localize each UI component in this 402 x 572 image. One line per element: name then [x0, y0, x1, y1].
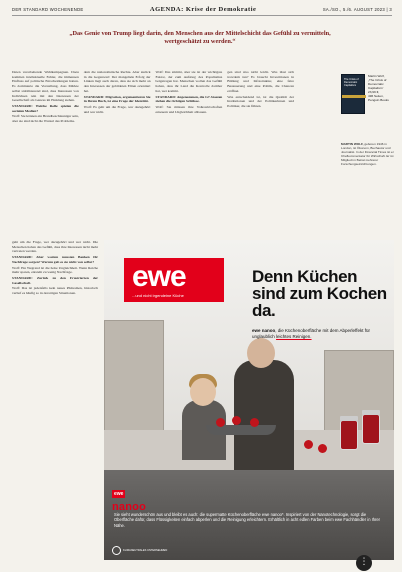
- globe-icon: [112, 546, 121, 555]
- question: STANDARD: Migration, argumentieren Sie in Ihrem Buch, ist eine Frage der Identität.: [83, 94, 151, 104]
- strawberry: [250, 418, 259, 427]
- question: STANDARD: Welche Rolle spielen die sozialen Medien?: [12, 103, 79, 113]
- book-price: 23,99 €,: [368, 90, 380, 94]
- ad-sub-highlight: leichtes Reinigen.: [276, 334, 312, 339]
- bio-text: geboren 1946 in London, ist Ökonom, Buchautor und Journalist. In der Financial Times ist er Chefkommentator für Wirtschaft. Er ist Mitglied im Beirat mehrerer Forschungseinrichtungen.: [341, 142, 394, 167]
- date-page: SA./SO., 5./6. AUGUST 2023 | 3: [322, 7, 392, 12]
- article-column-2: [84, 70, 151, 240]
- publication-name: DER STANDARD WOCHENENDE: [12, 7, 84, 12]
- article-columns: [12, 70, 294, 240]
- question: STANDARD: Zurück zu den Frustrierten der Gesellschaft.: [12, 275, 98, 285]
- product-section: [104, 470, 394, 560]
- ad-headline: Denn Küchen sind zum Kochen da.: [252, 267, 387, 320]
- paragraph: dern die nationalistische Rechte. Aber zurück in die Gegenwart: Der mangelnde Erfolg der Linken liegt auch daran, dass sie sich mehr an den Interessen der gebildeten Eliten orientiert hat.: [83, 70, 151, 93]
- ewe-logo: [124, 258, 224, 302]
- strawberry: [318, 444, 327, 453]
- adult-figure: [234, 360, 294, 470]
- ad-sub-middle: , die Küchenoberfläche mit dem Abperleffekt für unglaublich: [252, 328, 370, 339]
- jam-jar: [340, 420, 358, 450]
- page-header: [12, 4, 392, 16]
- product-brand: [112, 482, 146, 513]
- jam-jar: [362, 414, 380, 444]
- paragraph: Wolf: Ein Wegrand ist die hohe Ungleichheit. Wenn Reiche mehr sparen, entsteht zu wenig Nachfrage.: [12, 265, 98, 275]
- paragraph: Wolf: Sie können ein Brandbeschleuniger sein, aber sie sind nicht die Wurzel des Problems.: [12, 114, 79, 124]
- kitchen-cabinet: [104, 320, 164, 440]
- book-cover-band: [342, 95, 366, 98]
- paragraph: Wolf: Sie müssen ihre Volkswirtschaften erneuern und Ungleichheit abbauen.: [155, 104, 223, 114]
- logo-word: ewe: [132, 260, 186, 293]
- article-column-1: [12, 70, 79, 240]
- product-description: Sie sieht wunderschön aus und bleibt es auch: die supermatte Küchenoberfläche ewe nanoo*. Inspiriert von der Nanotechnologie, sorgt die Oberfläche dafür, dass Flüssigkeiten einfach abperlen und die Reinigung erleichtern. Erhältlich in acht edlen Farben beim ewe Fachhändler in Ihrer Nähe.: [114, 512, 381, 528]
- article-headline: „Das Genie von Trump liegt darin, den Menschen aus der Mittelschicht das Gefühl zu vermitteln, wertgeschätzt zu werden.“: [69, 30, 331, 46]
- paragraph: Wolf: Es geht um die Frage, wer dazugehört und wer nicht.: [83, 104, 151, 114]
- paragraph: Was entscheidend ist, ist die Qualität der Institutionen und der Politikerinnen und Politiker, die sie führen.: [227, 94, 294, 108]
- paragraph: Daten verarbeitende Wahlkampagnen. Dazu kommen intellektuelle Fehler, die immensen Einfluss auf politische Entscheidungen hatten. Es dominierte die Vorstellung, dass Märkte selbst stabilisierend sind, dass Interessen von Individuen rein mit den Interessen der Gesellschaft als Ganzes im Einklang stehen.: [12, 70, 79, 103]
- advertisement[interactable]: [104, 240, 394, 560]
- section-title: AGENDA: Krise der Demokratie: [149, 6, 257, 13]
- article-column-3: [156, 70, 223, 240]
- book-pages: 496 Seiten,: [368, 94, 384, 98]
- article-column-4: [227, 70, 294, 240]
- paragraph: Wolf: Das ist jedenfalls kein neues Phänomen, historisch verlief es häufig so in derartigen Situationen.: [12, 286, 98, 296]
- logo-tagline: ...und nicht irgendeine Küche: [132, 293, 184, 298]
- strawberry: [216, 418, 225, 427]
- climate-badge: [112, 546, 172, 555]
- strawberry: [232, 416, 241, 425]
- article-column-left: [12, 240, 98, 560]
- book-info: [368, 74, 398, 102]
- bio-name: MARTIN WOLF,: [341, 142, 364, 146]
- more-options-button[interactable]: ⋮: [356, 555, 372, 571]
- climate-label: KLIMANEUTRALES UNTERNEHMEN: [123, 548, 168, 552]
- ad-subline: [252, 328, 390, 340]
- paragraph: Wolf: Das stimmt, aber sie ist der wichtigste Faktor, der zum Aufstieg des Populismus beigetragen hat. Menschen wollen das Gefühl haben, dass ihr Land die Kontrolle darüber hat, wer kommt.: [155, 70, 223, 93]
- strawberry: [304, 440, 313, 449]
- question: STANDARD: Aber warum mussten Banken für Nachfrage sorgen? Warum gab es sie nicht von selbst?: [12, 255, 98, 264]
- child-head: [190, 378, 216, 406]
- kitchen-cabinet: [324, 350, 394, 440]
- adult-head: [247, 338, 275, 368]
- book-cover: [341, 74, 365, 114]
- book-cover-title: The Crisis of Democratic Capitalism: [344, 78, 359, 87]
- paragraph: gen sind also nicht leicht. Was lässt sich trotzdem tun? Es braucht Investitionen in Bildung und Infrastruktur, eine faire Besteuerung und eine Politik, die Chancen eröffnet.: [227, 70, 294, 93]
- question: STANDARD: Angenommen, die G7-Staaten ziehen die richtigen Schlüsse.: [155, 94, 223, 104]
- book-publisher: Penguin Books: [368, 98, 389, 102]
- cooking-pan: [206, 425, 276, 435]
- book-title: „The Crisis of Democratic Capitalism“: [368, 78, 387, 90]
- book-author: Martin Wolf,: [368, 74, 385, 78]
- ad-sub-prefix: ewe nanoo: [252, 328, 276, 333]
- product-brand-prefix: ewe: [114, 491, 124, 497]
- author-bio: [341, 142, 397, 167]
- product-brand-name: nanoo: [112, 501, 146, 513]
- paragraph: geht um die Frage, wer dazugehört und wer nicht. Die Menschen haben das Gefühl, dass ihre Interessen nicht mehr vertreten werden.: [12, 240, 98, 254]
